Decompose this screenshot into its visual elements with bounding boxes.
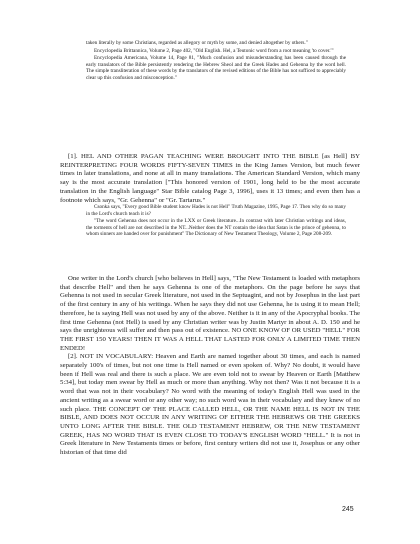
footnote-text: "The word Gehenna does not occur in the LXX or Greek literature...In contrast with later Christian writings and ideas, the torments of hell are not described in the NT...Neither does the NT contain the idea that Satan is the prince of gehenna, to whom sinners are handed over for punishment" The Dictionary of New Testament Theology, Volume 2, Page 208-209. bbox=[86, 218, 346, 238]
footnote-text: Encyclopedia Americana, Volume 14, Page 81, "Much confusion and misunderstanding has been caused through the early translators of the Bible persistently rendering the Hebrew Sheol and the Greek Hades and Gehenna by the word hell. The simple transliteration of these words by the translators of the revised editions of the Bible has not sufficed to appreciably clear up this confusion and misconception." bbox=[86, 55, 346, 81]
footnote-text: taken literally by some Christians, regarded as allegory or myth by some, and denied altogether by others." bbox=[86, 40, 308, 46]
body-paragraph: [2]. NOT IN VOCABULARY: Heaven and Earth are named together about 30 times, and each is named separately 100's of times, but not one time is Hell named or even spoken of. Why? No doubt, it would have been if Hell was real and there is such a place. We are even told not to swear by Heaven or Earth [Matthew 5:34], but today men swear by Hell as much or more than anything. Why not then? Was it not because it is a word that was not in their vocabulary? No word with the meaning of today's English Hell was used in the ancient writing as a swear word or any other way; no such word was in their vocabulary and they knew of no such place. THE CONCEPT OF THE PLACE CALLED HELL, OR THE NAME HELL IS NOT IN THE BIBLE, AND DOES NOT OCCUR IN ANY WRITING OF EITHER THE HEBREWS OR THE GREEKS UNTO LONG AFTER THE BIBLE. THE OLD TESTAMENT HEBREW, OR THE NEW TESTAMENT GREEK, HAS NO WORD THAT IS EVEN CLOSE TO TODAY'S ENGLISH WORD "HELL." It is not in Greek literature in New Testaments times or before, first century writers did not use it, Josephus or any other historian of that time did bbox=[60, 353, 360, 457]
footnote-text: Encyclopedia Brittannica, Volume 2, Page 402, "Old English. Hel, a Teutonic word from a root meaning 'to cover.'" bbox=[94, 47, 334, 54]
body-section-2 bbox=[60, 275, 360, 458]
body-section-1 bbox=[60, 153, 360, 205]
footnote-block-mid bbox=[86, 204, 346, 238]
body-paragraph: One writer in the Lord's church [who believes in Hell] says, "The New Testament is loaded with metaphors that describe Hell" and then he says Gehenna is one of the metaphors. On the page before he says that Gehenna is not used in secular Greek literature, not used in the Septuagint, and not by Josephus in the last part of the first century in any of his writings. When he says they did not use Gehenna, he is using it to mean Hell; therefore, he is saying Hell was not used by any of the above. Neither is it in any of the Apocryphal books. The first time Gehenna (not Hell) is used by any Christian writer was by Justin Martyr in about A. D. 150 and he says the unrighteous will suffer and then pass out of existence. NO ONE KNOW OF OR USED "HELL" FOR THE FIRST 150 YEARS! THEN IT WAS A HELL THAT LASTED FOR ONLY A LIMITED TIME THEN ENDED! bbox=[60, 275, 360, 352]
footnote-text: Csonka says, "Every good Bible student know Hades is not Hell" Truth Magazine, 1995, Page 17. Then why do so many in the Lord's church teach it is? bbox=[86, 204, 346, 217]
footnote-block-top bbox=[86, 40, 346, 82]
page-number: 245 bbox=[342, 506, 354, 513]
body-paragraph: [1]. HEL AND OTHER PAGAN TEACHING WERE BROUGHT INTO THE BIBLE [as Hell] BY REINTERPRETING FOUR WORDS FIFTY-SEVEN TIMES in the King James Version, but much fewer times in later translations, and none at all in many translations. The American Standard Version, which many say is the most accurate translation ["This honored version of 1901, long held to be the most accurate translation in the English language" Star Bible catalog Page 3, 1996], uses it 13 times; and even then has a footnote which says, "Gr. Gehenna" or "Gr. Tartarus." bbox=[60, 153, 360, 204]
